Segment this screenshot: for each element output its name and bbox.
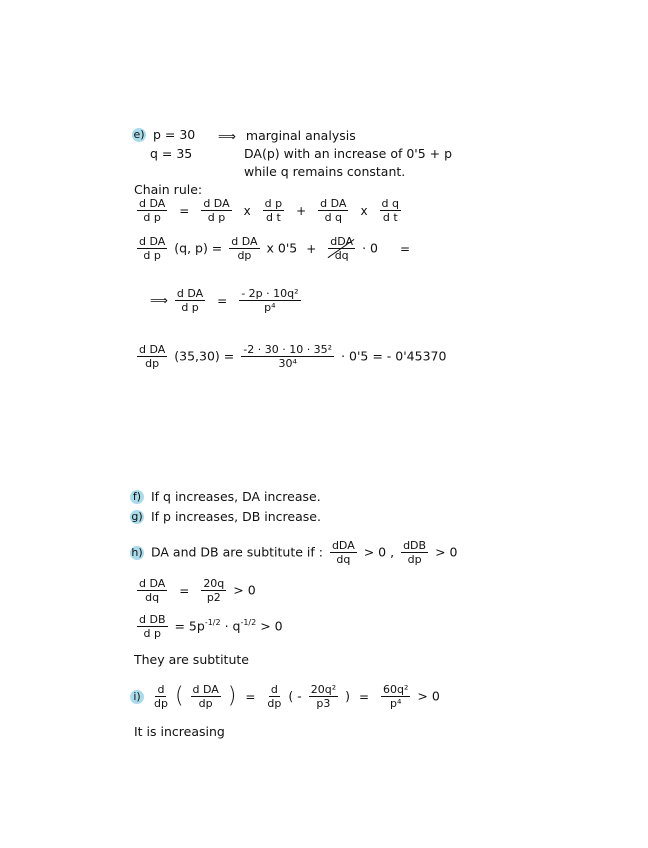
- derivative-result: [150, 288, 304, 313]
- equals-sign: =: [179, 203, 190, 218]
- h-line2: [134, 614, 283, 639]
- fraction: [330, 540, 357, 565]
- fraction: [241, 344, 334, 369]
- part-h-text: DA and DB are subtitute if :: [150, 544, 323, 560]
- denominator: d p: [143, 211, 161, 224]
- paren-close: ): [345, 688, 350, 704]
- fraction: [137, 344, 167, 369]
- fraction: [267, 684, 281, 709]
- denominator: d q: [324, 211, 343, 224]
- zero-term: · 0: [362, 240, 378, 256]
- denominator: p⁴: [264, 301, 276, 314]
- part-e-p-line: [132, 128, 195, 142]
- part-e-p-value: p = 30: [152, 126, 196, 142]
- times-sign: x: [243, 203, 251, 218]
- numerator: d p: [264, 197, 283, 210]
- fraction: [401, 540, 428, 565]
- part-e-desc3: while q remains constant.: [244, 164, 406, 179]
- numerator: d DA: [203, 197, 230, 210]
- arguments: (35,30) =: [174, 348, 235, 364]
- numerator: - 2p · 10q²: [241, 287, 299, 300]
- fraction: [191, 684, 221, 709]
- numerator: d DA: [139, 197, 166, 210]
- part-e-label: e): [133, 128, 145, 141]
- fraction: [201, 198, 231, 223]
- denominator: dp: [153, 697, 168, 710]
- rhs-mid: · q: [220, 618, 241, 634]
- denominator: dq: [145, 591, 160, 604]
- numerator: d DA: [176, 287, 204, 300]
- numerator: dDB: [403, 539, 427, 552]
- numerator: -2 · 30 · 10 · 35²: [243, 343, 333, 356]
- denominator: dq: [336, 553, 351, 566]
- denominator: d t: [266, 211, 281, 224]
- part-h: [130, 540, 457, 565]
- part-f: [130, 490, 321, 504]
- arrow-icon: ⟹: [150, 292, 168, 308]
- times-term: x 0'5: [266, 240, 298, 256]
- fraction: [380, 198, 401, 223]
- numerator: d DA: [139, 343, 166, 356]
- part-i: [130, 684, 440, 709]
- denominator: dq: [334, 249, 349, 262]
- h-line1: [134, 578, 256, 603]
- exponent: -1/2: [240, 617, 257, 627]
- fraction: [137, 198, 167, 223]
- numerator: d DA: [320, 197, 347, 210]
- denominator: 30⁴: [278, 357, 297, 370]
- inequality: > 0: [417, 688, 440, 704]
- numerator: d: [270, 683, 278, 696]
- part-e-arrow-desc: [218, 130, 356, 143]
- rhs: = 5p: [174, 618, 205, 634]
- fraction: [318, 198, 348, 223]
- condition-2: > 0: [435, 544, 458, 560]
- fraction: [154, 684, 168, 709]
- part-g-text: If p increases, DB increase.: [150, 508, 321, 524]
- exponent: -1/2: [204, 617, 221, 627]
- close-paren: ): [227, 683, 237, 709]
- numerator: d DA: [192, 683, 219, 696]
- condition-1: > 0 ,: [363, 544, 395, 560]
- denominator: d p: [181, 301, 199, 314]
- equals-sign: =: [399, 241, 411, 256]
- numerator: 20q: [203, 577, 225, 590]
- fraction: [175, 288, 205, 313]
- part-g: [130, 510, 321, 524]
- part-i-label: i): [130, 690, 144, 704]
- fraction: [239, 288, 300, 313]
- denominator: p⁴: [390, 697, 402, 710]
- plus-sign: +: [296, 203, 307, 218]
- denominator: p3: [316, 697, 331, 710]
- open-paren: (: [174, 683, 184, 709]
- i-conclusion: It is increasing: [134, 724, 225, 739]
- plus-sign: +: [306, 241, 317, 256]
- denominator: dp: [407, 553, 422, 566]
- part-f-text: If q increases, DA increase.: [150, 488, 321, 504]
- chain-rule-applied: [134, 236, 415, 261]
- fraction: [309, 684, 338, 709]
- equals-sign: =: [358, 689, 370, 704]
- evaluation: [134, 344, 446, 369]
- numerator: 20q²: [310, 683, 337, 696]
- fraction: [201, 578, 226, 603]
- numerator: d DA: [139, 577, 166, 590]
- times-sign: x: [360, 203, 368, 218]
- part-g-label: g): [131, 510, 143, 523]
- inequality: > 0: [256, 618, 283, 634]
- denominator: d t: [382, 211, 398, 224]
- part-h-label: h): [131, 545, 143, 559]
- part-e-desc1: marginal analysis: [245, 128, 356, 144]
- arguments: (q, p) =: [174, 240, 223, 256]
- numerator: d: [157, 683, 165, 696]
- chain-rule-equation: [134, 198, 404, 223]
- denominator: dp: [198, 697, 213, 710]
- struck-fraction: [328, 236, 355, 261]
- numerator: 60q²: [383, 683, 409, 696]
- denominator: dp: [267, 697, 282, 710]
- denominator: dp: [237, 249, 252, 262]
- fraction: [137, 578, 167, 603]
- numerator: d q: [381, 197, 399, 210]
- fraction: [263, 198, 284, 223]
- paren-open: ( -: [288, 688, 302, 704]
- part-e-desc2: DA(p) with an increase of 0'5 + p: [244, 146, 453, 161]
- part-f-label: f): [130, 490, 144, 504]
- numerator: dDA: [331, 539, 355, 552]
- result: · 0'5 = - 0'45370: [341, 348, 447, 364]
- numerator: d DB: [139, 613, 166, 626]
- fraction: [229, 236, 259, 261]
- chain-rule-label: Chain rule:: [134, 182, 203, 197]
- denominator: d p: [207, 211, 226, 224]
- numerator: dDA: [330, 235, 354, 248]
- numerator: d DA: [139, 235, 166, 248]
- numerator: d DA: [231, 235, 258, 248]
- fraction: [381, 684, 410, 709]
- denominator: p2: [206, 591, 221, 604]
- part-e-q-value: q = 35: [150, 146, 193, 161]
- fraction: [137, 614, 168, 639]
- equals-sign: =: [179, 583, 190, 598]
- denominator: d p: [143, 249, 161, 262]
- denominator: dp: [145, 357, 160, 370]
- denominator: d p: [143, 627, 161, 640]
- fraction: [137, 236, 167, 261]
- equals-sign: =: [245, 689, 256, 704]
- equals-sign: =: [217, 293, 228, 308]
- arrow-icon: ⟹: [218, 128, 236, 144]
- h-conclusion: They are subtitute: [134, 652, 249, 667]
- inequality: > 0: [233, 582, 256, 598]
